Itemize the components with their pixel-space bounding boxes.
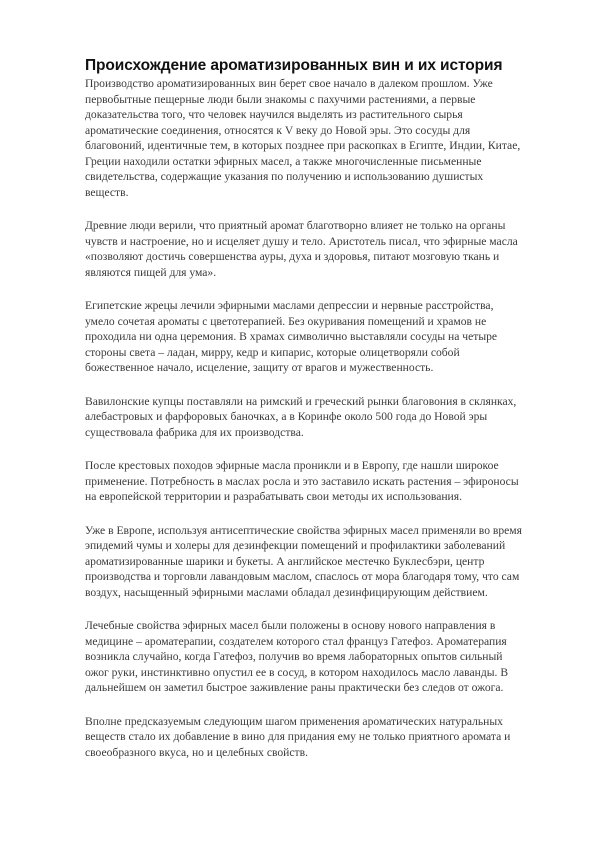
paragraph-6: Уже в Европе, используя антисептические свойства эфирных масел применяли во время эпидемий чумы и холеры для дезинфекции помещений и профилактики заболеваний ароматизированные шарики и букеты. А английское местечко Буклесбэри, центр производства и торговли лавандовым маслом, спаслось от мора благодаря тому, что сам воздух, насыщенный эфирными маслами обладал дезинфицирующим действием. — [85, 523, 522, 599]
document-page — [85, 56, 525, 778]
paragraph-7: Лечебные свойства эфирных масел были положены в основу нового направления в медицине – ароматерапии, создателем которого стал француз Гатефоз. Ароматерапия возникла случайно, когда Гатефоз, получив во время лабораторных опытов сильный ожог руки, инстинктивно опустил ее в сосуд, в котором находилось масло лаванды. В дальнейшем он заметил быстрое заживление раны практически без следов от ожога. — [85, 619, 509, 694]
paragraph-8: Вполне предсказуемым следующим шагом применения ароматических натуральных веществ стало их добавление в вино для придания ему не только приятного аромата и своеобразного вкуса, но и целебных свойств. — [85, 714, 511, 759]
paragraph-1: Производство ароматизированных вин берет свое начало в далеком прошлом. Уже первобытные пещерные люди были знакомы с пахучими растениями, а первые доказательства того, что человек научился выделять из растительного сырья ароматические соединения, относятся к V веку до Новой эры. Это сосуды для благовоний, идентичные тем, в которых позднее при раскопках в Египте, Индии, Китае, Греции находили остатки эфирных масел, а также многочисленные письменные свидетельства, содержащие указания по получению и использованию душистых веществ. — [85, 77, 521, 199]
paragraph-5: После крестовых походов эфирные масла проникли и в Европу, где нашли широкое применение. Потребность в маслах росла и это заставило искать растения – эфироносы на европейской территории и разрабатывать свои методы их использования. — [85, 459, 519, 503]
paragraph-2: Древние люди верили, что приятный аромат благотворно влияет не только на органы чувств и настроение, но и исцеляет душу и тело. Аристотель писал, что эфирные масла «позволяют достичь совершенства ауры, духа и здоровья, питают мозговую ткань и являются пищей для ума». — [85, 219, 518, 279]
page-title: Происхождение ароматизированных вин и их история — [85, 57, 503, 74]
paragraph-3: Египетские жрецы лечили эфирными маслами депрессии и нервные расстройства, умело сочетая ароматы с цветотерапией. Без окуривания помещений и храмов не проходила ни одна церемония. В храмах символично выставляли сосуды на четыре стороны света – ладан, мирру, кедр и кипарис, которые олицетворяли собой божественное начало, исцеление, защиту от врагов и мужественность. — [85, 299, 498, 374]
paragraph-4: Вавилонские купцы поставляли на римский и греческий рынки благовония в склянках, алебастровых и фарфоровых баночках, а в Коринфе около 500 года до Новой эры существовала фабрика для их производства. — [85, 394, 517, 439]
